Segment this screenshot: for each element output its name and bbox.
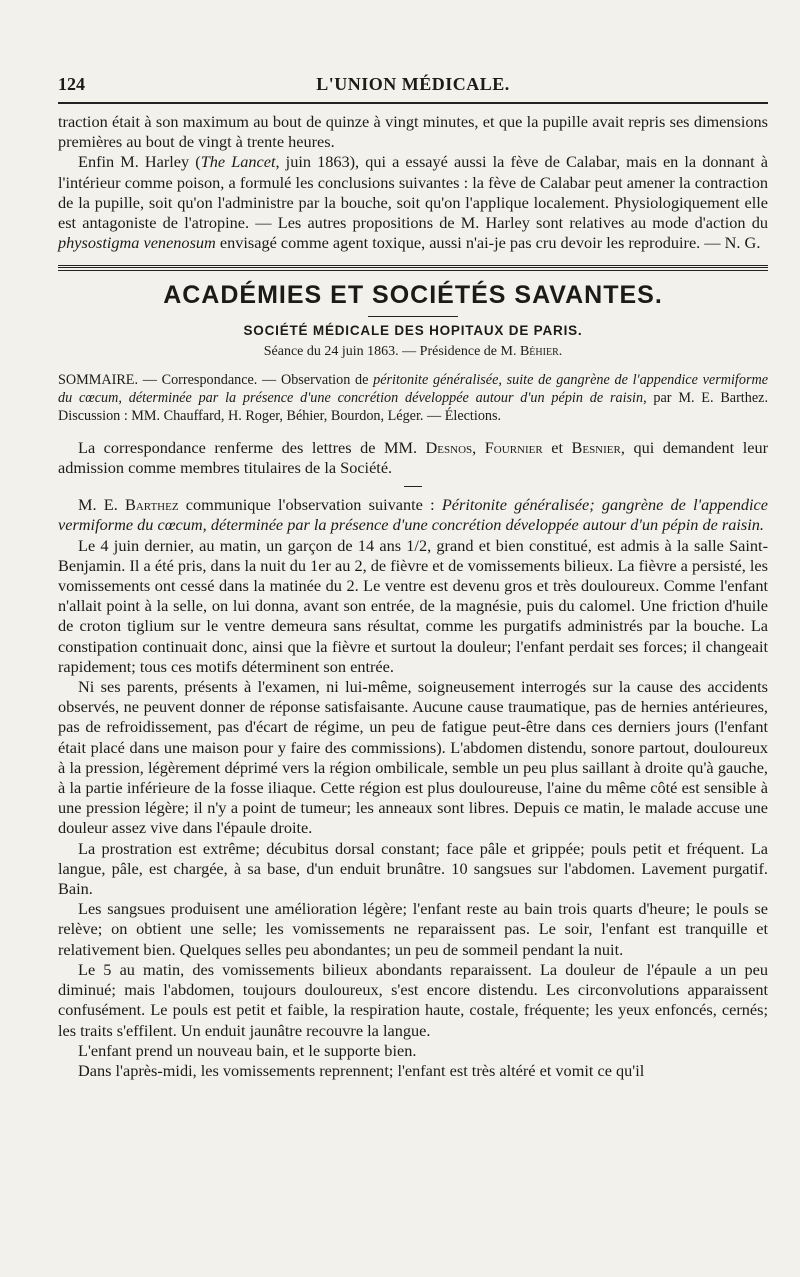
correspondence-paragraph [58,438,768,478]
latin-term: physostigma venenosum [58,233,216,253]
summary-observation-title: péritonite généralisée, suite de gangrène de l'appendice vermiforme du cœcum, déterminée par la présence d'une concrétion développée autour d'un pépin de raisin [58,372,769,407]
source-citation: The Lancet [200,152,276,172]
section-divider [58,265,768,271]
summary-text: , par M. E. Barthez. Discussion : MM. Chauffard, H. Roger, Béhier, Bourdon, Léger. — Élections. [58,390,768,425]
observation-intro [58,495,768,535]
intro-text-run: , juin 1863), qui a essayé aussi la fève de Calabar, mais en la donnant à l'intérieur comme poison, a formulé les conclusions suivantes : la fève de Calabar peut amener la contraction de la pupille, soit qu'on l'administre par la bouche, soit qu'on l'applique localement. Physiologiquement elle est antagoniste de l'atropine. — Les autres propositions de M. Harley sont relatives au mode d'action du [58,152,768,233]
observation-paragraph: L'enfant prend un nouveau bain, et le supporte bien. [78,1040,417,1060]
observation-paragraph: Ni ses parents, présents à l'examen, ni lui-même, soigneusement interrogés sur la cause des accidents observés, ne peuvent donner de réponse satisfaisante. Aucune cause traumatique, pas de hernies antérieures, pas de refroidissement, pas d'écart de régime, un peu de fatigue peut-être dans ces derniers jours (l'enfant était placé dans une maison pour y faire des commissions). L'abdomen distendu, sonore partout, douloureux à la pression, légèrement déprimé vers la région ombilicale, semble un peu plus saillant à droite qu'à gauche, à la partie inférieure de la fosse iliaque. Cette région est plus douloureuse, l'aine du même côté est sensible à une pression légère; il n'y a point de tumeur; les anneaux sont libres. Depuis ce matin, le malade accuse une douleur assez vive dans l'épaule droite. [58,677,768,838]
observation-paragraph: Le 4 juin dernier, au matin, un garçon de 14 ans 1/2, grand et bien constitué, est admis à la salle Saint-Benjamin. Il a été pris, dans la nuit du 1er au 2, de fièvre et de vomissements bilieux. La fièvre a persisté, les vomissements ont cessé dans la matinée du 2. Le ventre est devenu gros et très douloureux. Comme l'enfant n'allait point à la selle, on lui donna, avant son entrée, de la magnésie, puis du calomel. Une friction d'huile de croton tiglium sur le ventre demeura sans résultat, comme les purgatifs administrés par la bouche. La constipation continuait donc, ainsi que la fièvre et surtout la douleur; l'enfant perdait ses forces; il changeait rapidement; tous ces motifs déterminent son entrée. [58,535,768,676]
observation-title: Péritonite généralisée; gangrène de l'appendice vermiforme du cœcum, déterminée par la présence d'une concrétion développée autour d'un pépin de raisin. [58,495,769,535]
observation-intro-text: communique l'observation suivante : [178,495,442,515]
observation-paragraph: Dans l'après-midi, les vomissements reprennent; l'enfant est très altéré et vomit ce qu'il [78,1060,645,1080]
session-text: Séance du 24 juin 1863. — Présidence de M. [263,344,520,360]
intro-paragraph-1: traction était à son maximum au bout de quinze à vingt minutes, et que la pupille avait repris ses dimensions premières au bout de vingt à trente heures. [58,112,768,152]
observation-paragraph: La prostration est extrême; décubitus dorsal constant; face pâle et grippée; pouls petit et fréquent. La langue, pâle, est chargée, à sa base, d'un enduit brunâtre. 10 sangsues sur l'abdomen. Lavement purgatif. Bain. [58,838,768,899]
observation-paragraph: Les sangsues produisent une amélioration légère; l'enfant reste au bain trois quarts d'heure; le pouls se relève; on obtient une selle; les vomissements ne reparaissent pas. Le soir, l'enfant est tranquille et relativement bien. Quelques selles peu abondantes; un peu de sommeil pendant la nuit. [58,899,768,959]
intro-text-run: envisagé comme agent toxique, aussi n'ai-je pas cru devoir les reproduire. — N. G. [215,233,761,253]
summary-text: — Correspondance. — Observation de [138,372,374,389]
running-head [58,68,768,102]
member-name: Besnier [571,437,621,457]
page-number: 124 [58,74,85,94]
main-text [58,438,768,1081]
session-text: . [558,344,563,360]
short-rule [368,316,458,317]
correspondence-text: et [542,437,572,457]
society-title: SOCIÉTÉ MÉDICALE DES HOPITAUX DE PARIS. [243,323,583,339]
intro-text-run: Enfin M. Harley ( [78,152,201,172]
member-name: Desnos [425,437,473,457]
section-title: ACADÉMIES ET SOCIÉTÉS SAVANTES. [163,281,663,310]
intro-text [58,112,768,253]
member-name: Fournier [484,437,543,457]
summary-label: SOMMAIRE. [58,372,139,389]
paragraph-separator [404,486,422,487]
summary-block [58,372,768,425]
journal-title: L'UNION MÉDICALE. [316,74,510,94]
session-line [58,344,768,360]
observation-paragraph: Le 5 au matin, des vomissements bilieux abondants reparaissent. La douleur de l'épaule a un peu diminué; mais l'abdomen, toujours douloureux, s'est encore distendu. Les circonvolutions apparaissent confusément. Le pouls est petit et faible, la respiration haute, costale, fréquente; les yeux enfoncés, cernés; les traits s'effilent. Un enduit jaunâtre recouvre la langue. [58,959,768,1040]
correspondence-text: La correspondance renferme des lettres de MM. [78,437,426,457]
correspondence-text: , qui demandent leur admission comme membres titulaires de la Société. [58,437,769,478]
author-name: Barthez [124,495,179,515]
intro-paragraph-2 [58,152,768,253]
header-rule [58,102,768,104]
correspondence-text: , [472,437,485,457]
author-prefix: M. E. [78,495,125,515]
president-name: Béhier [519,344,559,360]
